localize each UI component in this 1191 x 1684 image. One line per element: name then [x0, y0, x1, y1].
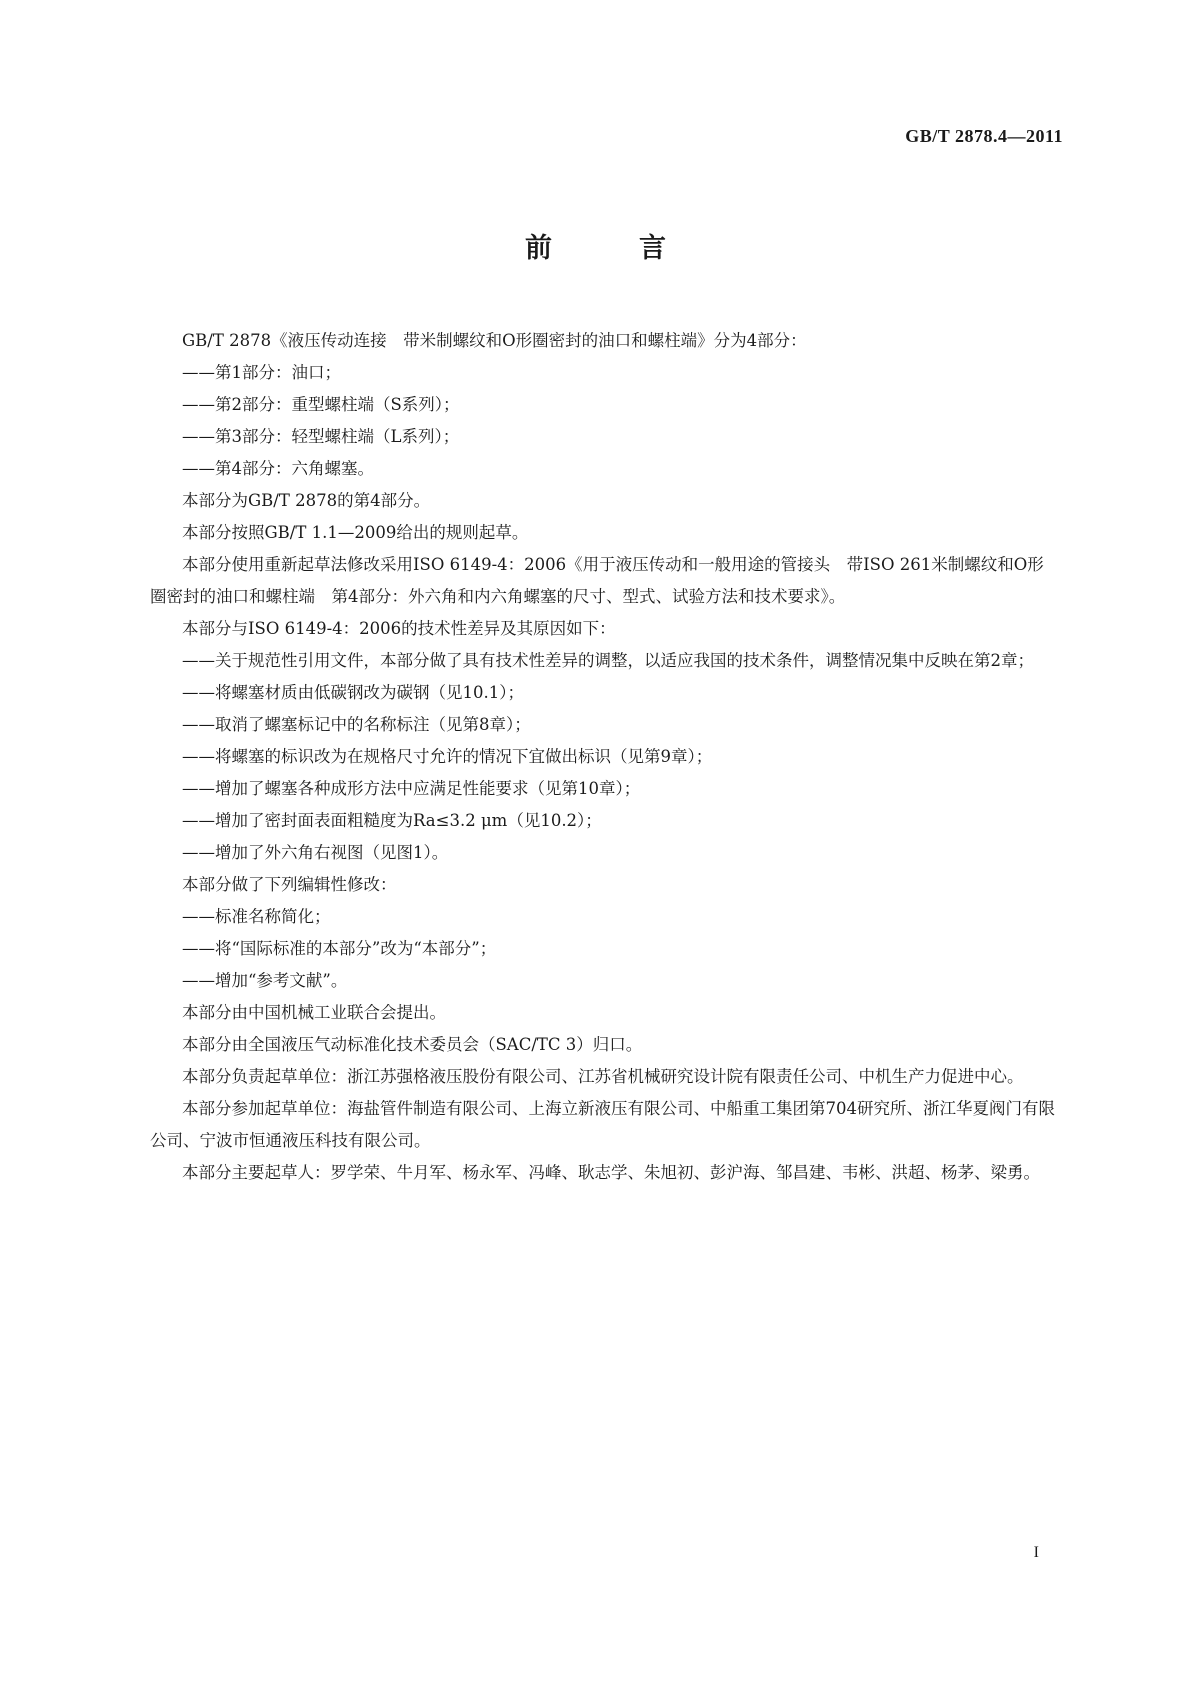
- list-item: ——第1部分：油口；: [182, 363, 341, 382]
- paragraph: 本部分使用重新起草法修改采用ISO 6149-4：2006《用于液压传动和一般用途的管接头 带ISO 261米制螺纹和O形圈密封的油口和螺柱端 第4部分：外六角和内六角螺塞的尺寸、型式、试验方法和技术要求》。: [150, 555, 1044, 606]
- paragraph: 本部分与ISO 6149-4：2006的技术性差异及其原因如下：: [182, 619, 616, 638]
- paragraph: 本部分做了下列编辑性修改：: [182, 875, 397, 894]
- list-item: ——关于规范性引用文件，本部分做了具有技术性差异的调整，以适应我国的技术条件，调整情况集中反映在第2章；: [182, 651, 1034, 670]
- list-item: ——增加了螺塞各种成形方法中应满足性能要求（见第10章）；: [182, 779, 641, 798]
- document-body: [150, 325, 1055, 1189]
- list-item: ——增加了外六角右视图（见图1）。: [182, 843, 449, 862]
- list-item: ——第2部分：重型螺柱端（S系列）；: [182, 395, 460, 414]
- list-item: ——将“国际标准的本部分”改为“本部分”；: [182, 939, 497, 958]
- page-number: I: [1033, 1544, 1039, 1561]
- list-item: ——取消了螺塞标记中的名称标注（见第8章）；: [182, 715, 531, 734]
- list-item: ——第3部分：轻型螺柱端（L系列）；: [182, 427, 460, 446]
- standard-code: GB/T 2878.4—2011: [905, 126, 1063, 146]
- paragraph: 本部分由中国机械工业联合会提出。: [182, 1003, 446, 1022]
- paragraph: GB/T 2878《液压传动连接 带米制螺纹和O形圈密封的油口和螺柱端》分为4部分：: [182, 331, 807, 350]
- paragraph: 本部分按照GB/T 1.1—2009给出的规则起草。: [182, 523, 529, 542]
- paragraph: 本部分由全国液压气动标准化技术委员会（SAC/TC 3）归口。: [182, 1035, 643, 1054]
- list-item: ——将螺塞的标识改为在规格尺寸允许的情况下宜做出标识（见第9章）；: [182, 747, 713, 766]
- paragraph: 本部分为GB/T 2878的第4部分。: [182, 491, 431, 510]
- list-item: ——增加了密封面表面粗糙度为Ra≤3.2 μm（见10.2）；: [182, 811, 602, 830]
- paragraph: 本部分参加起草单位：海盐管件制造有限公司、上海立新液压有限公司、中船重工集团第704研究所、浙江华夏阀门有限公司、宁波市恒通液压科技有限公司。: [150, 1099, 1055, 1150]
- paragraph: 本部分主要起草人：罗学荣、牛月军、杨永军、冯峰、耿志学、朱旭初、彭沪海、邹昌建、韦彬、洪超、杨茅、梁勇。: [182, 1163, 1040, 1182]
- paragraph: 本部分负责起草单位：浙江苏强格液压股份有限公司、江苏省机械研究设计院有限责任公司、中机生产力促进中心。: [182, 1067, 1024, 1086]
- list-item: ——第4部分：六角螺塞。: [182, 459, 374, 478]
- list-item: ——将螺塞材质由低碳钢改为碳钢（见10.1）；: [182, 683, 524, 702]
- page-title: 前 言: [525, 233, 696, 264]
- list-item: ——标准名称简化；: [182, 907, 331, 926]
- list-item: ——增加“参考文献”。: [182, 971, 348, 990]
